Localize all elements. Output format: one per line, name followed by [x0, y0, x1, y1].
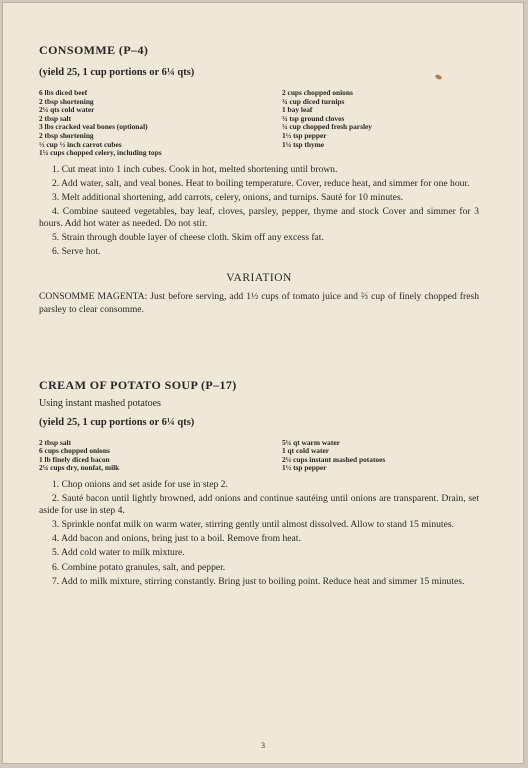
instruction-step: 3. Sprinkle nonfat milk on warm water, stirring gently until almost dissolved. Allow to stand 15 minutes. [52, 519, 454, 531]
recipe-subtitle: Using instant mashed potatoes [39, 397, 161, 409]
instruction-step: 5. Strain through double layer of cheese cloth. Skim off any excess fat. [52, 232, 324, 244]
ingredient: 2 tbsp shortening [39, 130, 94, 140]
ingredient: 1½ tsp pepper [282, 463, 327, 473]
ingredients-right-column [282, 439, 479, 473]
page-content [39, 43, 479, 588]
ingredients-left-column [39, 89, 282, 158]
ingredient: 1 bay leaf [282, 105, 313, 115]
ingredient: 2¼ qts cold water [39, 105, 95, 115]
ingredients-list [39, 89, 479, 158]
ingredient: 1¼ cups chopped celery, including tops [39, 148, 162, 158]
instruction-step: 1. Chop onions and set aside for use in step 2. [52, 478, 228, 490]
instruction-step: 7. Add to milk mixture, stirring constantly. Bring just to boiling point. Reduce heat and simmer 15 minutes. [52, 575, 465, 587]
book-page [2, 2, 524, 764]
instructions [39, 479, 479, 588]
recipe-cream-of-potato-soup [39, 378, 479, 588]
ingredient: 2 tbsp salt [39, 437, 72, 447]
ingredient: 1¼ tsp thyme [282, 139, 325, 149]
instruction-step: 4. Add bacon and onions, bring just to a boil. Remove from heat. [52, 533, 301, 545]
instruction-step: 6. Serve hot. [52, 246, 101, 258]
recipe-yield: (yield 25, 1 cup portions or 6¼ qts) [39, 67, 195, 78]
page-number: 3 [261, 741, 265, 750]
ingredient: 3 lbs cracked veal bones (optional) [39, 122, 148, 132]
instruction-step: 1. Cut meat into 1 inch cubes. Cook in hot, melted shortening until brown. [52, 163, 338, 175]
ingredient: ¼ cup chopped fresh parsley [282, 122, 372, 132]
ingredient: 1 qt cold water [282, 446, 330, 456]
ingredient: ¾ tsp ground cloves [282, 113, 345, 123]
instruction-step: 4. Combine sauteed vegetables, bay leaf, cloves, parsley, pepper, thyme and stock Cover and simmer for 3 hours. Add hot water as needed. Do not stir. [39, 206, 479, 230]
variation-heading: VARIATION [226, 272, 292, 285]
ingredient: 2 tbsp shortening [39, 96, 94, 106]
ingredients-right-column [282, 89, 479, 158]
variation-text: CONSOMME MAGENTA: Just before serving, add 1½ cups of tomato juice and ⅔ cup of finely chopped fresh parsley to clear consomme. [39, 291, 479, 315]
recipe-title: CREAM OF POTATO SOUP (P–17) [39, 377, 237, 392]
instruction-step: 6. Combine potato granules, salt, and pepper. [52, 561, 226, 573]
section-gap [39, 316, 479, 378]
instruction-step: 3. Melt additional shortening, add carrots, celery, onions, and turnips. Sauté for 10 minutes. [52, 191, 404, 203]
instruction-step: 2. Add water, salt, and veal bones. Heat to boiling temperature. Cover, reduce heat, and simmer for one hour. [52, 177, 470, 189]
ingredient: 2 tbsp salt [39, 113, 72, 123]
ingredient: 2¼ cups dry, nonfat, milk [39, 463, 120, 473]
ingredient: ½ cup ½ inch carrot cubes [39, 139, 122, 149]
ingredient: 1 lb finely diced bacon [39, 454, 110, 464]
ingredients-left-column [39, 439, 282, 473]
instructions [39, 164, 479, 259]
recipe-consomme [39, 43, 479, 316]
ingredient: 2¼ cups instant mashed potatoes [282, 454, 386, 464]
instruction-step: 2. Sauté bacon until lightly browned, add onions and continue sautéing until onions are transparent. Drain, set aside for use in step 4. [39, 493, 479, 517]
recipe-yield: (yield 25, 1 cup portions or 6¼ qts) [39, 416, 195, 428]
recipe-title: CONSOMME (P–4) [39, 43, 149, 57]
instruction-step: 5. Add cold water to milk mixture. [52, 547, 185, 559]
ingredients-list [39, 439, 479, 473]
ingredient: 6 lbs diced beef [39, 88, 88, 97]
ingredient: 2 cups chopped onions [282, 88, 353, 97]
ingredient: 5¼ qt warm water [282, 437, 340, 447]
ingredient: ¾ cup diced turnips [282, 96, 345, 106]
ingredient: 1½ tsp pepper [282, 130, 327, 140]
ingredient: 6 cups chopped onions [39, 446, 110, 456]
